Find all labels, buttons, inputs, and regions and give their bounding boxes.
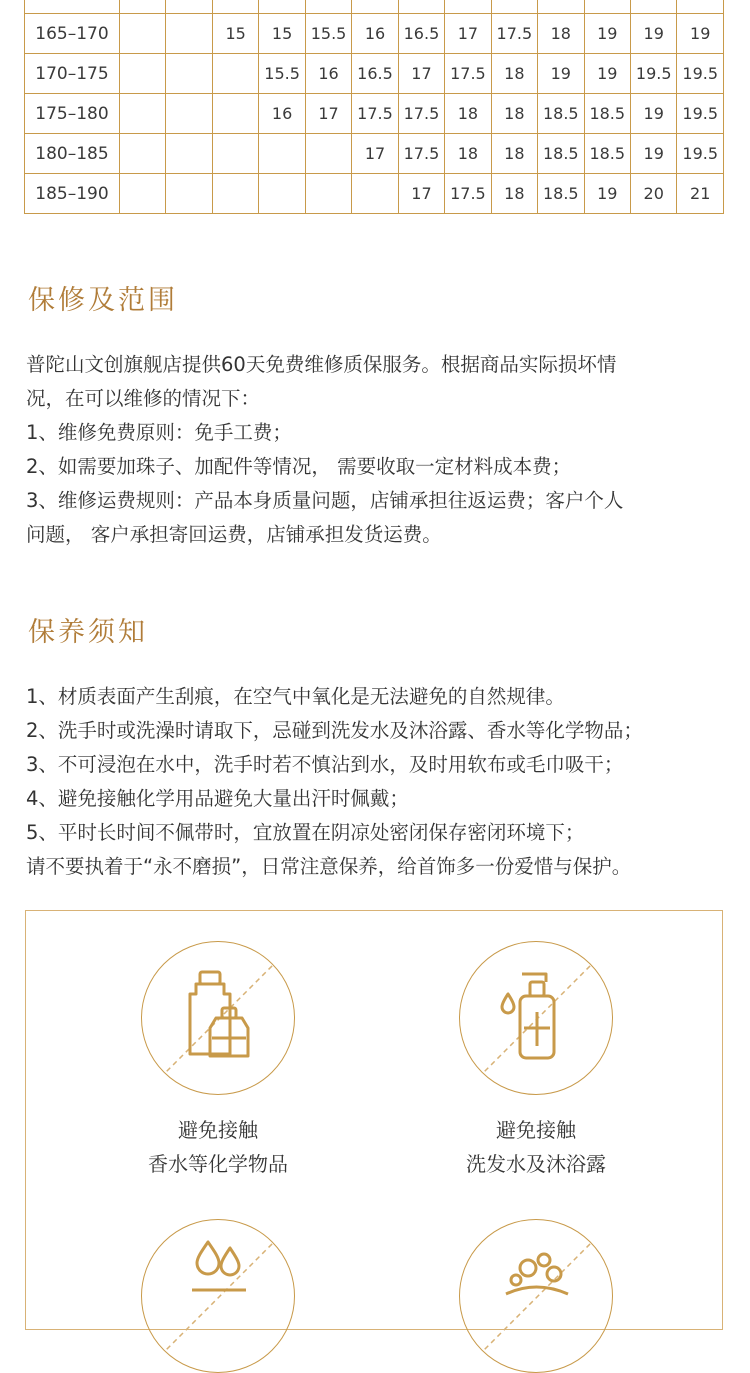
warranty-line: 问题， 客户承担寄回运费，店铺承担发货运费。 — [26, 523, 442, 546]
size-value-cell: 18.5 — [538, 134, 584, 174]
water-drops-icon — [142, 1220, 295, 1373]
size-value-cell: 18 — [538, 14, 584, 54]
size-value-cell: 15 — [212, 14, 258, 54]
size-value-cell: 17.5 — [445, 174, 491, 214]
size-value-cell — [630, 0, 676, 14]
size-value-cell: 17.5 — [445, 54, 491, 94]
size-value-cell: 18 — [491, 94, 537, 134]
size-value-cell — [166, 14, 212, 54]
size-range-cell — [25, 0, 120, 14]
care-line: 3、不可浸泡在水中，洗手时若不慎沾到水，及时用软布或毛巾吸干； — [26, 753, 624, 776]
pump-bottle-icon — [460, 942, 613, 1095]
size-value-cell: 16.5 — [398, 14, 444, 54]
size-value-cell: 17 — [445, 14, 491, 54]
size-table-row — [25, 54, 724, 94]
size-value-cell: 20 — [630, 174, 676, 214]
size-value-cell: 19 — [677, 14, 724, 54]
size-value-cell — [352, 0, 398, 14]
size-value-cell: 17.5 — [398, 134, 444, 174]
size-value-cell — [166, 134, 212, 174]
care-item-water — [58, 1219, 378, 1373]
size-table-row — [25, 174, 724, 214]
size-value-cell — [212, 94, 258, 134]
size-value-cell: 15 — [259, 14, 305, 54]
care-line: 5、平时长时间不佩带时，宜放置在阴凉处密闭保存密闭环境下； — [26, 821, 585, 844]
size-value-cell — [166, 94, 212, 134]
care-item-soap — [376, 1219, 696, 1373]
size-value-cell — [120, 94, 166, 134]
size-value-cell: 18.5 — [538, 174, 584, 214]
size-value-cell — [445, 0, 491, 14]
size-range-cell: 175–180 — [25, 94, 120, 134]
care-icon-circle — [141, 1219, 295, 1373]
size-range-cell: 185–190 — [25, 174, 120, 214]
size-value-cell: 19 — [630, 134, 676, 174]
size-value-cell: 17 — [398, 174, 444, 214]
size-value-cell — [305, 174, 351, 214]
warranty-line: 1、维修免费原则：免手工费； — [26, 421, 292, 444]
warranty-title: 保修及范围 — [28, 285, 178, 316]
size-value-cell — [352, 174, 398, 214]
size-value-cell — [212, 174, 258, 214]
care-icon-circle — [141, 941, 295, 1095]
size-table-row — [25, 134, 724, 174]
size-value-cell — [166, 0, 212, 14]
size-value-cell: 19.5 — [677, 94, 724, 134]
care-line: 1、材质表面产生刮痕，在空气中氧化是无法避免的自然规律。 — [26, 685, 565, 708]
size-table-row — [25, 0, 724, 14]
care-icon-circle — [459, 941, 613, 1095]
size-value-cell — [259, 134, 305, 174]
size-value-cell: 19 — [538, 54, 584, 94]
care-item-desc: 香水等化学物品 — [148, 1152, 288, 1176]
size-value-cell: 17 — [352, 134, 398, 174]
size-value-cell: 18.5 — [584, 94, 630, 134]
size-value-cell: 18.5 — [584, 134, 630, 174]
size-value-cell: 19 — [630, 14, 676, 54]
size-value-cell: 15.5 — [259, 54, 305, 94]
size-value-cell: 18 — [445, 134, 491, 174]
size-table-row — [25, 94, 724, 134]
size-value-cell: 16 — [352, 14, 398, 54]
warranty-line: 普陀山文创旗舰店提供60天免费维修质保服务。根据商品实际损坏情 — [26, 353, 617, 376]
care-icon-circle — [459, 1219, 613, 1373]
size-value-cell: 19.5 — [677, 54, 724, 94]
size-value-cell: 18.5 — [538, 94, 584, 134]
size-value-cell: 18 — [445, 94, 491, 134]
warranty-line: 2、如需要加珠子、加配件等情况， 需要收取一定材料成本费； — [26, 455, 572, 478]
size-value-cell: 19.5 — [677, 134, 724, 174]
size-value-cell: 16 — [259, 94, 305, 134]
care-item-desc: 洗发水及沐浴露 — [466, 1152, 606, 1176]
soap-bubbles-icon — [460, 1220, 613, 1373]
size-value-cell — [538, 0, 584, 14]
size-value-cell — [398, 0, 444, 14]
size-range-cell: 170–175 — [25, 54, 120, 94]
size-value-cell — [120, 54, 166, 94]
size-value-cell — [212, 0, 258, 14]
size-value-cell — [212, 54, 258, 94]
size-range-cell: 180–185 — [25, 134, 120, 174]
size-value-cell: 15.5 — [305, 14, 351, 54]
size-value-cell — [259, 0, 305, 14]
care-icons-panel — [25, 910, 723, 1330]
size-value-cell: 19.5 — [630, 54, 676, 94]
size-value-cell — [120, 0, 166, 14]
care-item-heading: 避免接触 — [496, 1118, 576, 1142]
size-value-cell — [120, 14, 166, 54]
size-value-cell: 16 — [305, 54, 351, 94]
size-value-cell: 17 — [398, 54, 444, 94]
size-value-cell: 19 — [584, 54, 630, 94]
care-line: 请不要执着于“永不磨损”，日常注意保养，给首饰多一份爱惜与保护。 — [26, 855, 632, 878]
size-value-cell: 19 — [584, 14, 630, 54]
size-value-cell — [491, 0, 537, 14]
size-value-cell — [212, 134, 258, 174]
size-value-cell: 18 — [491, 54, 537, 94]
care-item-heading: 避免接触 — [178, 1118, 258, 1142]
warranty-line: 况，在可以维修的情况下： — [26, 387, 261, 410]
size-value-cell — [305, 134, 351, 174]
size-value-cell — [166, 54, 212, 94]
size-value-cell — [305, 0, 351, 14]
size-value-cell — [120, 174, 166, 214]
size-value-cell: 18 — [491, 134, 537, 174]
care-line: 4、避免接触化学用品避免大量出汗时佩戴； — [26, 787, 409, 810]
size-value-cell — [120, 134, 166, 174]
size-value-cell: 19 — [630, 94, 676, 134]
size-value-cell: 18 — [491, 174, 537, 214]
size-value-cell: 17.5 — [491, 14, 537, 54]
size-value-cell: 19 — [584, 174, 630, 214]
warranty-text — [26, 348, 726, 552]
warranty-line: 3、维修运费规则：产品本身质量问题，店铺承担往返运费；客户个人 — [26, 489, 624, 512]
care-item-shampoo — [376, 941, 696, 1181]
size-range-cell: 165–170 — [25, 14, 120, 54]
care-line: 2、洗手时或洗澡时请取下，忌碰到洗发水及沐浴露、香水等化学物品； — [26, 719, 643, 742]
care-item-perfume — [58, 941, 378, 1181]
size-value-cell: 17.5 — [352, 94, 398, 134]
care-title: 保养须知 — [28, 617, 148, 648]
size-value-cell — [677, 0, 724, 14]
size-value-cell: 17.5 — [398, 94, 444, 134]
size-value-cell — [584, 0, 630, 14]
size-value-cell — [166, 174, 212, 214]
size-value-cell: 17 — [305, 94, 351, 134]
size-value-cell: 16.5 — [352, 54, 398, 94]
size-table-row — [25, 14, 724, 54]
care-text — [26, 680, 746, 884]
perfume-bottles-icon — [142, 942, 295, 1095]
size-value-cell: 21 — [677, 174, 724, 214]
size-chart-table — [24, 0, 724, 214]
size-value-cell — [259, 174, 305, 214]
